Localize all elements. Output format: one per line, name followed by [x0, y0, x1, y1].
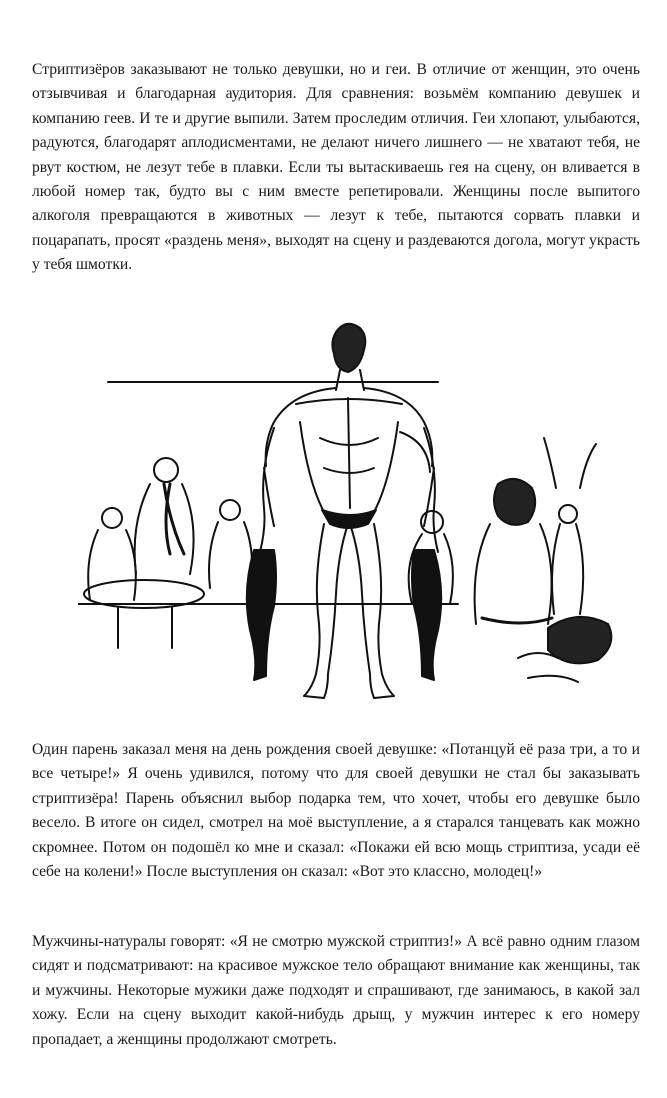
- article-paragraph-3: Мужчины-натуралы говорят: «Я не смотрю мужской стриптиз!» А всё равно одним глазом сидят и подсматривают: на красивое мужское тело обращают внимание как женщины, так и мужчины. Некоторые мужики даже подходят и спрашивают, где занимаюсь, в какой зал хожу. Если на сцену выходит какой-нибудь дрыщ, у мужчин интерес к его номеру пропадает, а женщины продолжают смотреть.: [32, 933, 640, 1048]
- stripper-illustration: [78, 318, 626, 704]
- women-audience: [409, 438, 612, 682]
- article-paragraph-1: Стриптизёров заказывают не только девушки, но и геи. В отличие от женщин, это очень отзывчивая и благодарная аудитория. Для сравнения: возьмём компанию девушек и компанию геев. И те и другие выпили. Затем проследим отличия. Геи хлопают, улыбаются, радуются, благодарят аплодисментами, не делают ничего лишнего — не хватают тебя, не рвут костюм, не лезут тебе в плавки. Если ты вытаскиваешь гея на сцену, он вливается в любой номер так, будто вы с ним вместе репетировали. Женщины после выпитого алкоголя превращаются в животных — лезут к тебе, пытаются сорвать плавки и поцарапать, просят «раздень меня», выходят на сцену и раздеваются догола, могут украсть у тебя шмотки.: [32, 61, 640, 274]
- men-audience: [84, 458, 252, 648]
- article-paragraph-2: Один парень заказал меня на день рождения своей девушке: «Потанцуй её раза три, а то и все четыре!» Я очень удивился, потому что для своей девушки не стал бы заказывать стриптизёра! Парень объяснил выбор подарка тем, что хочет, чтобы его девушке было весело. В итоге он сидел, смотрел на моё выступление, а я старался танцевать как можно скромнее. Потом он подошёл ко мне и сказал: «Покажи ей всю мощь стриптиза, усади её себе на колени!» После выступления он сказал: «Вот это классно, молодец!»: [32, 741, 640, 881]
- dancer-figure: [247, 324, 441, 698]
